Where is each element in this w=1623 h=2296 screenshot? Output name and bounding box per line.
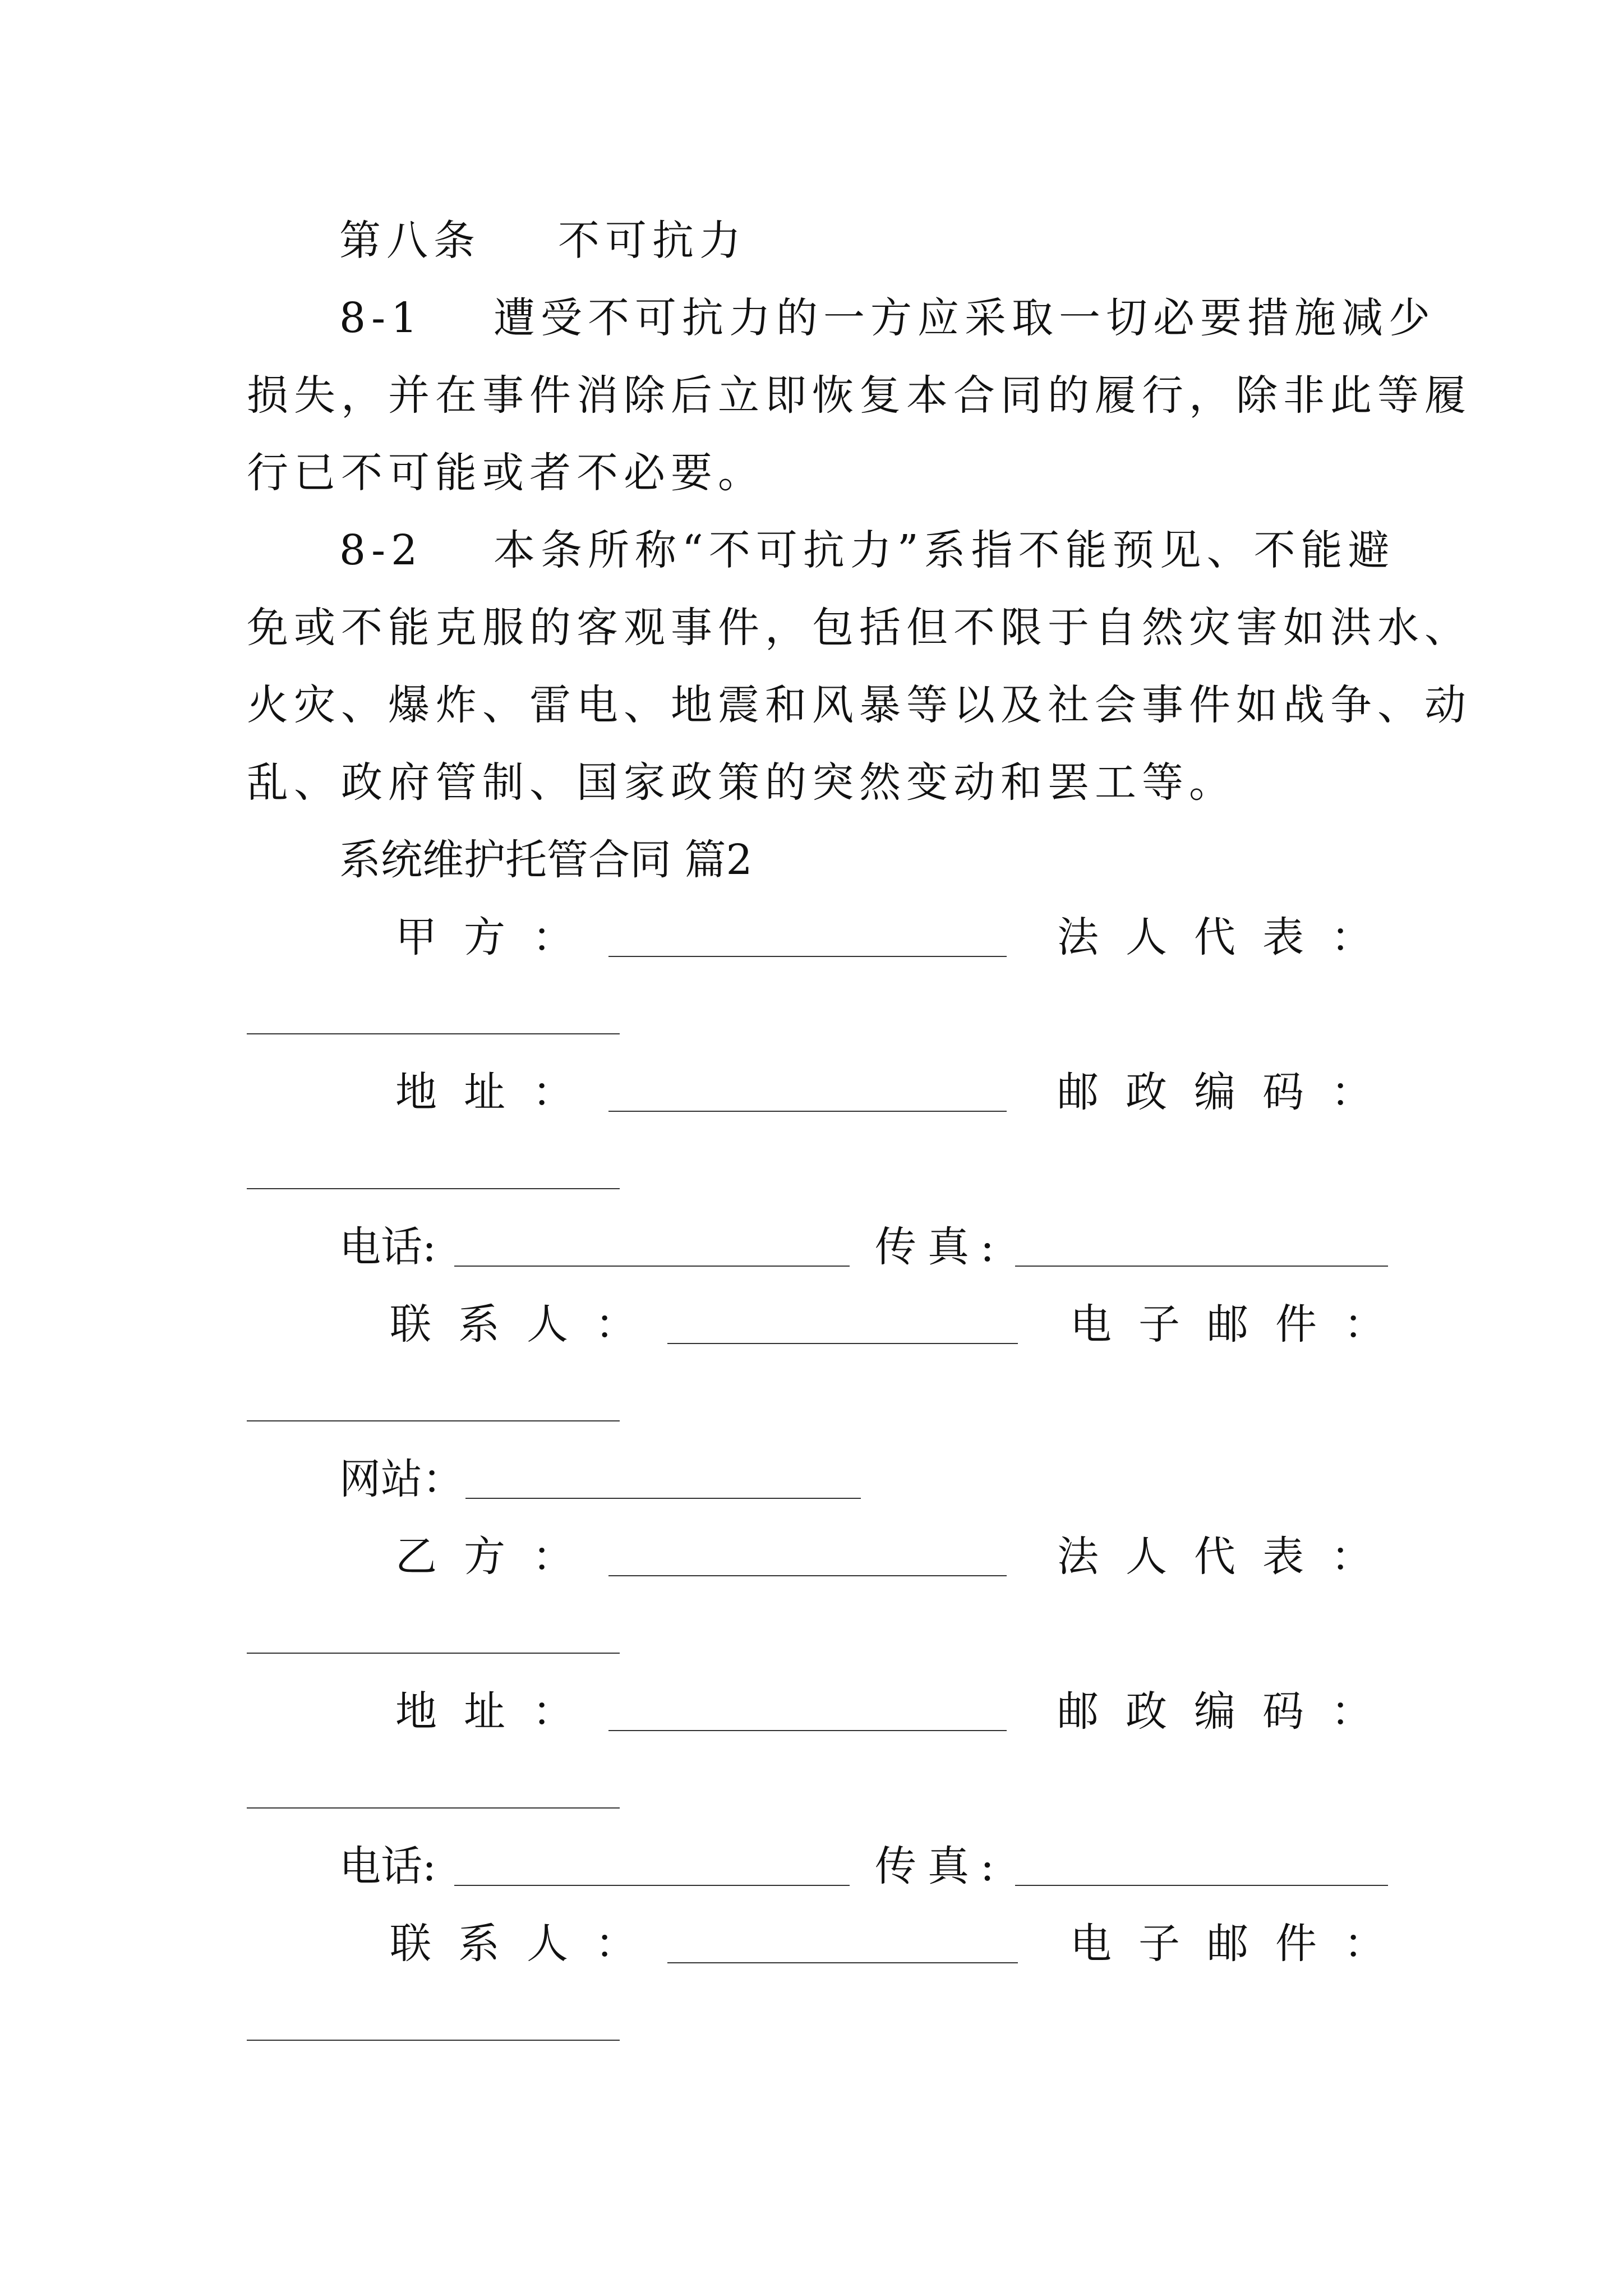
party-a-website-label: 网站：: [339, 1455, 464, 1503]
party-a-fax-label: 传真:: [875, 1223, 1006, 1271]
party-b-address-label: 地址：: [395, 1687, 601, 1736]
clause-8-2-line-3: 火灾、爆炸、雷电、地震和风暴等以及社会事件如战争、动: [247, 681, 1472, 729]
clause-8-1-line-3: 行已不可能或者不必要。: [247, 449, 765, 497]
party-b-contact-label: 联系人：: [390, 1920, 663, 1968]
party-a-rep-blank[interactable]: [247, 1033, 620, 1034]
party-b-address-blank[interactable]: [608, 1730, 1007, 1731]
party-a-email-label: 电子邮件：: [1070, 1300, 1412, 1349]
article-heading-title: 不可抗力: [558, 217, 746, 265]
party-b-name-label: 乙方：: [395, 1533, 601, 1581]
party-a-postcode-blank[interactable]: [247, 1188, 620, 1189]
party-b-phone-label: 电话:: [339, 1842, 436, 1890]
party-b-name-blank[interactable]: [608, 1575, 1007, 1576]
party-a-phone-blank[interactable]: [454, 1266, 850, 1267]
party-a-name-blank[interactable]: [608, 956, 1007, 957]
party-a-address-label: 地址：: [395, 1068, 601, 1116]
party-a-address-blank[interactable]: [608, 1111, 1007, 1112]
party-a-website-blank[interactable]: [465, 1498, 861, 1499]
party-b-rep-blank[interactable]: [247, 1653, 620, 1654]
party-a-contact-blank[interactable]: [667, 1343, 1018, 1344]
clause-8-2-line-2: 免或不能克服的客观事件，包括但不限于自然灾害如洪水、: [247, 604, 1472, 652]
clause-8-2-line-4: 乱、政府管制、国家政策的突然变动和罢工等。: [247, 758, 1236, 807]
party-b-fax-label: 传真:: [875, 1842, 1006, 1890]
party-b-contact-blank[interactable]: [667, 1962, 1018, 1963]
party-b-fax-blank[interactable]: [1015, 1885, 1388, 1886]
article-heading-number: 第八条: [339, 217, 481, 265]
party-a-phone-label: 电话:: [339, 1223, 436, 1271]
clause-8-1-line-1: 遭受不可抗力的一方应采取一切必要措施减少: [494, 294, 1436, 342]
party-b-rep-label: 法人代表：: [1057, 1533, 1399, 1581]
clause-8-1-number: 8-1: [339, 294, 423, 342]
party-a-email-blank[interactable]: [247, 1420, 620, 1421]
clause-8-2-number: 8-2: [339, 526, 423, 574]
clause-8-2-line-1: 本条所称“不可抗力”系指不能预见、不能避: [494, 526, 1395, 574]
clause-8-1-line-2: 损失，并在事件消除后立即恢复本合同的履行，除非此等履: [247, 371, 1472, 420]
party-b-postcode-blank[interactable]: [247, 1807, 620, 1809]
party-b-email-label: 电子邮件：: [1070, 1920, 1412, 1968]
party-a-name-label: 甲方：: [395, 913, 601, 961]
section-title: 系统维护托管合同 篇2: [339, 836, 753, 884]
party-b-postcode-label: 邮政编码：: [1057, 1687, 1399, 1736]
party-b-email-blank[interactable]: [247, 2040, 620, 2041]
party-a-rep-label: 法人代表：: [1057, 913, 1399, 961]
party-a-postcode-label: 邮政编码：: [1057, 1068, 1399, 1116]
party-a-contact-label: 联系人：: [390, 1300, 663, 1349]
party-a-fax-blank[interactable]: [1015, 1266, 1388, 1267]
party-b-phone-blank[interactable]: [454, 1885, 850, 1886]
